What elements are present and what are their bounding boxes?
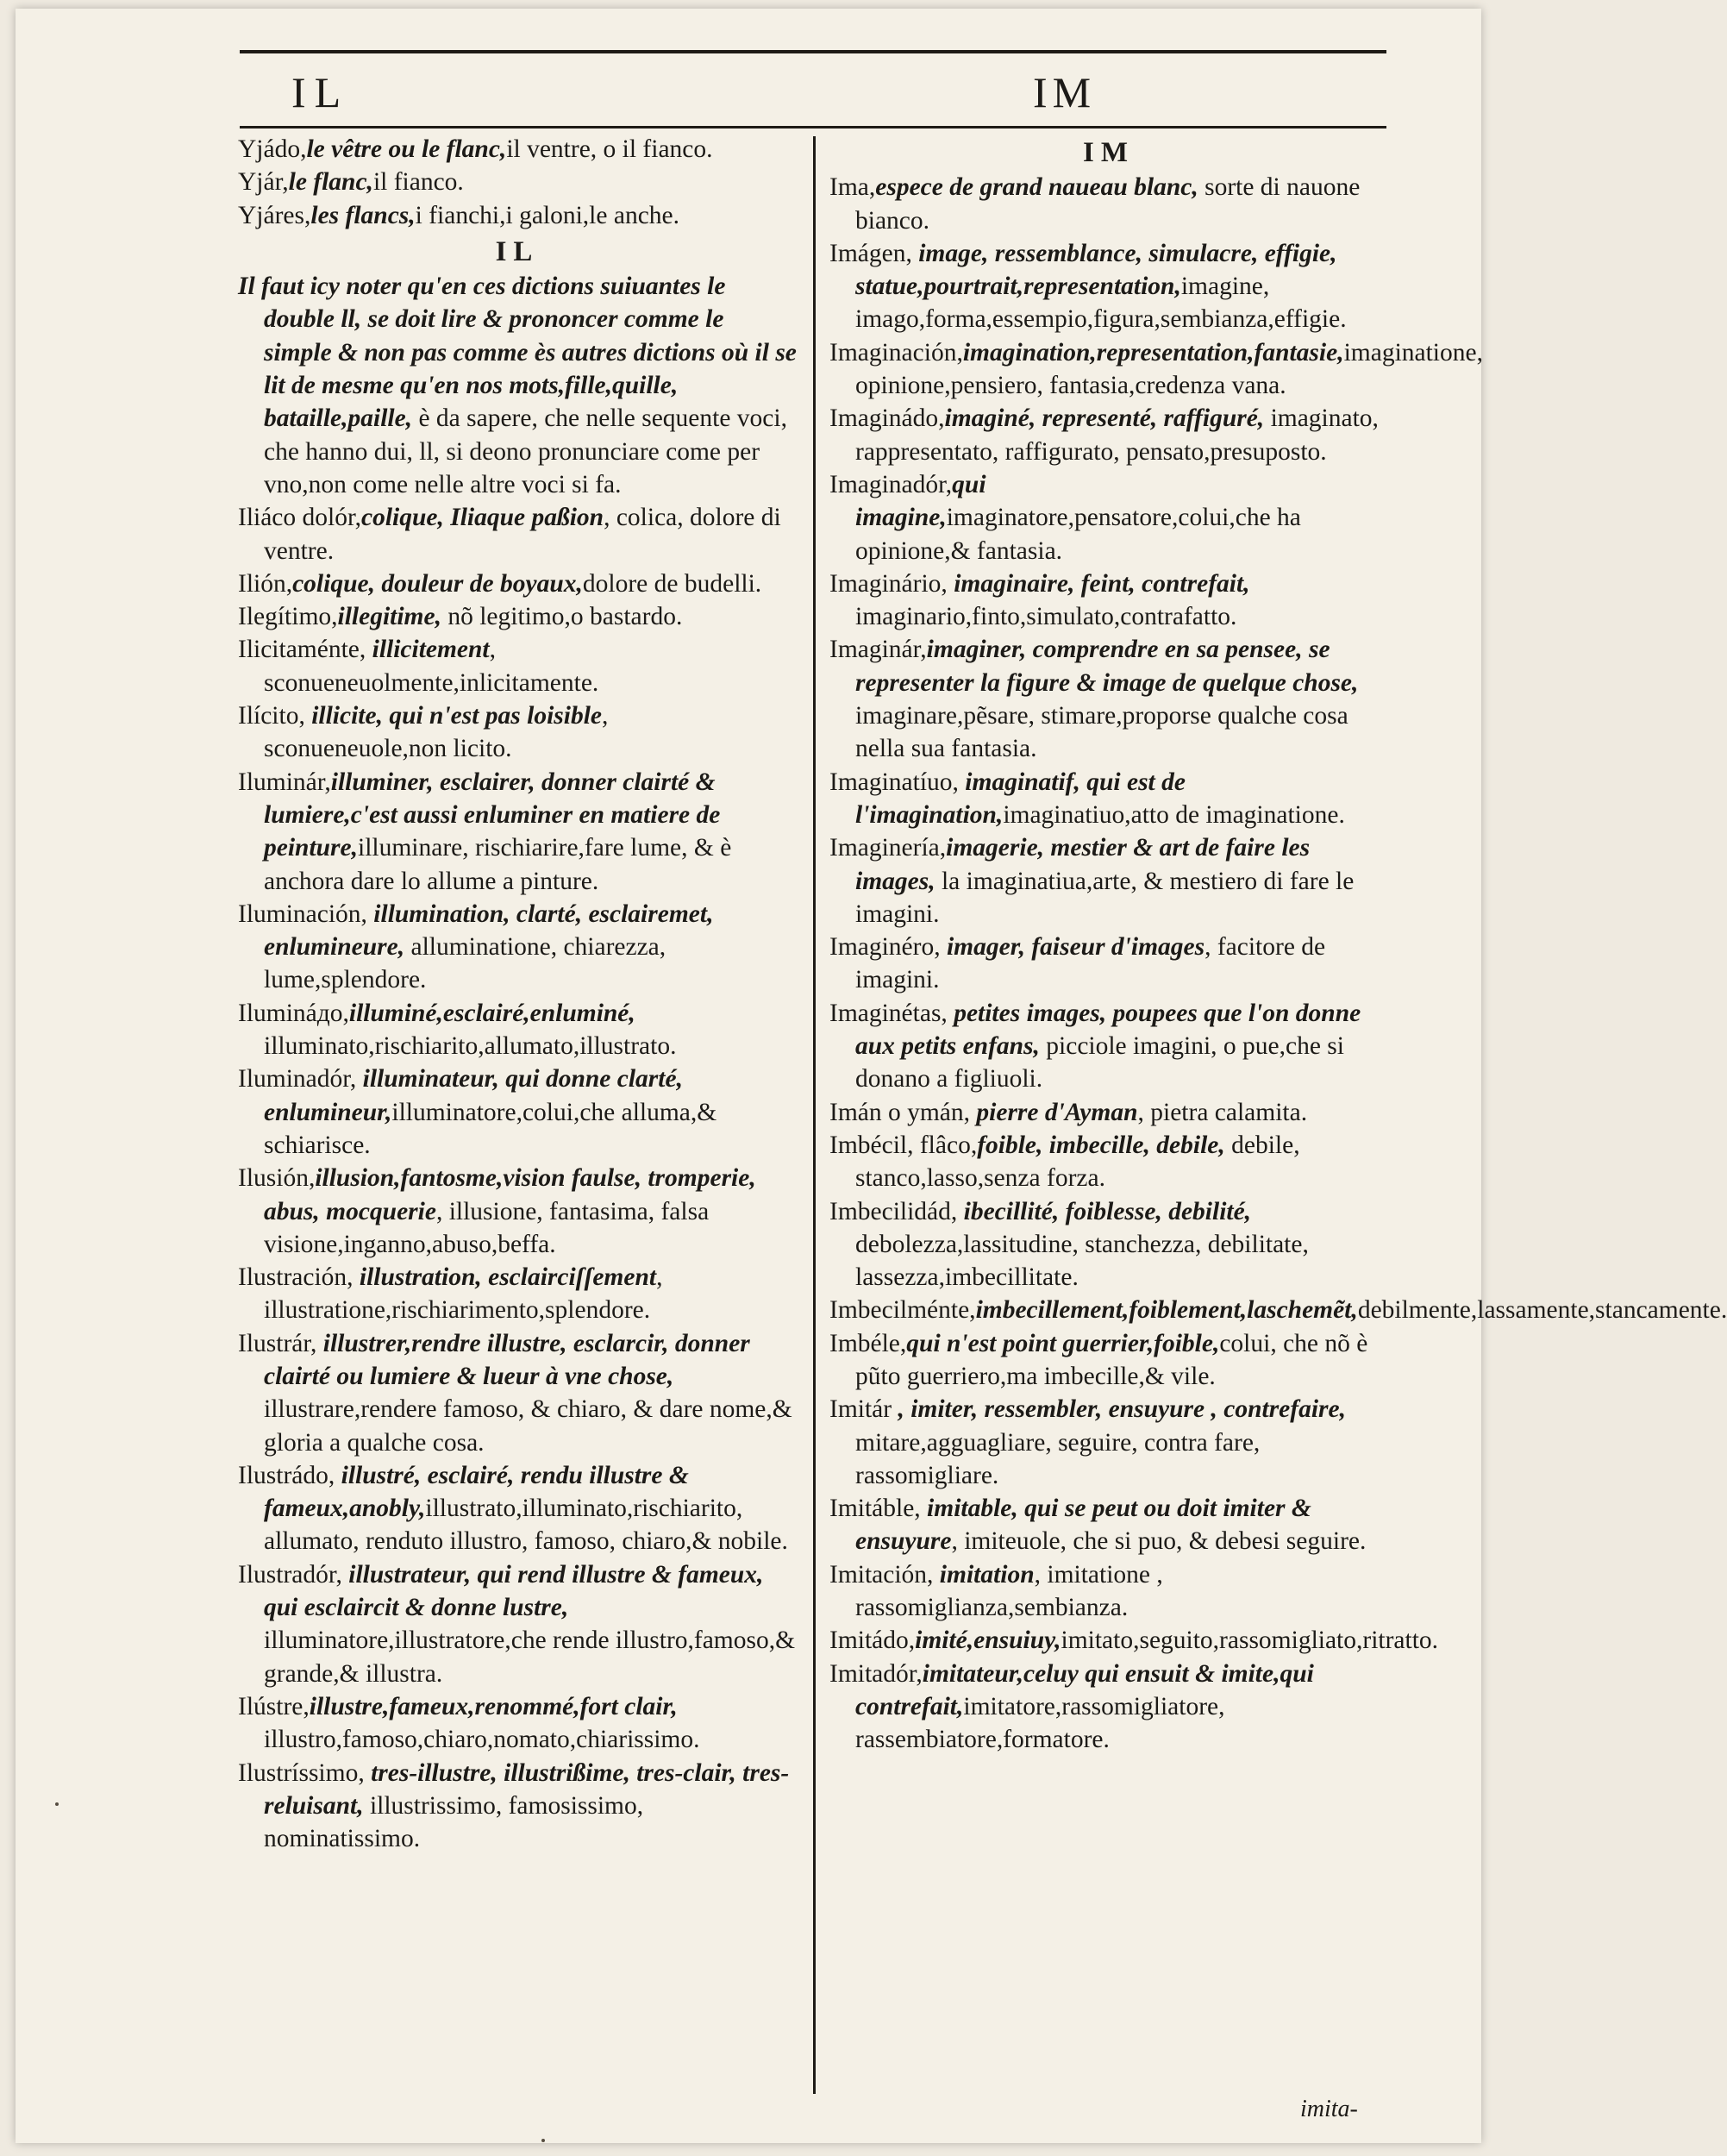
dictionary-entry: Ilícito, illicite, qui n'est pas loisible, sconueneuole,non licito. [238, 702, 609, 763]
dictionary-entry: Imbécil, flâco,foible, imbecille, debile, debile, stanco,lasso,senza forza. [829, 1131, 1300, 1193]
dictionary-entry: Ilustríssimo, tres-illustre, illustrißime, tres-clair, tres-reluisant, illustrissimo, famosissimo, nominatissimo. [238, 1758, 790, 1853]
dictionary-entry: Yjár,le flanc,il fianco. [238, 168, 464, 197]
dictionary-entry: Imán o ymán, pierre d'Ayman, pietra calamita. [829, 1098, 1308, 1126]
dictionary-entry: Imaginádo,imaginé, representé, raffiguré, imaginato, rappresentato, raffigurato, pensato,presuposto. [829, 404, 1379, 466]
column-divider [813, 136, 816, 2094]
dictionary-entry: Imaginería,imagerie, mestier & art de faire les images, la imaginatiua,arte, & mestiero di fare le imagini. [829, 834, 1355, 928]
dictionary-entry: Iluminación, illumination, clarté, esclairemet, enlumineure, alluminatione, chiarezza, lume,splendore. [238, 899, 714, 994]
dictionary-entry: Imaginár,imaginer, comprendre en sa pensee, se representer la figure & image de quelque chose, imaginare,pẽsare, stimare,proporse qualche cosa nella sua fantasia. [829, 636, 1359, 763]
header-bottom-rule [240, 126, 1386, 128]
dictionary-entry: Ilusión,illusion,fantosme,vision faulse, tromperie, abus, mocquerie, illusione, fantasima, falsa visione,inganno,abuso,beffa. [238, 1164, 756, 1258]
dictionary-entry: Ilustrár, illustrer,rendre illustre, esclarcir, donner clairté ou lumiere & lueur à vne chose, illustrare,rendere famoso, & chiaro, & dare nome,& gloria a qualche cosa. [238, 1329, 792, 1457]
dictionary-entry: Ilustrádo, illustré, esclairé, rendu illustre & fameux,anobly,illustrato,illuminato,rischiarito, allumato, renduto illustro, famoso, chiaro,& nobile. [238, 1461, 788, 1556]
dictionary-entry: Imitadór,imitateur,celuy qui ensuit & imite,qui contrefait,imitatore,rassomigliatore, rassembiatore,formatore. [829, 1659, 1314, 1754]
dictionary-entry: Ima,espece de grand naueau blanc, sorte di nauone bianco. [829, 173, 1361, 235]
dictionary-entry: Imbéle,qui n'est point guerrier,foible,colui, che nõ è pũto guerriero,ma imbecille,& vile. [829, 1329, 1368, 1390]
dictionary-entry: Yjáres,les flancs,i fianchi,i galoni,le anche. [238, 201, 680, 229]
left-column [238, 133, 797, 1855]
dictionary-entry: Ilumináдо,illuminé,esclairé,enluminé, illuminato,rischiarito,allumato,illustrato. [238, 999, 677, 1061]
dictionary-entry: Imitádo,imité,ensuiuy,imitato,seguito,rassomigliato,ritratto. [829, 1626, 1439, 1655]
book-page [16, 9, 1727, 2143]
catchword: imita- [1300, 2096, 1358, 2122]
dictionary-entry: Imaginación,imagination,representation,fantasie,imaginatione, opinione,pensiero, fantasia,credenza vana. [829, 338, 1483, 400]
dictionary-entry: Ilión,colique, douleur de boyaux,dolore de budelli. [238, 569, 762, 598]
dictionary-entry: Imitación, imitation, imitatione , rassomiglianza,sembianza. [829, 1560, 1163, 1622]
header-right-title: IM [1033, 68, 1097, 116]
pronunciation-note: Il faut icy noter qu'en ces dictions suiuantes le double ll, se doit lire & prononcer comme le simple & non pas comme ès autres dictions où il se lit de mesme qu'en nos mots,fille,quille, bataille,paille, è da sapere, che nelle sequente voci, che hanno dui, ll, si deono pronunciare come per vno,non come nelle altre voci si fa. [238, 273, 797, 498]
dictionary-entry: Ilicitaménte, illicitement, sconueneuolmente,inlicitamente. [238, 636, 599, 697]
dictionary-entry: Imbecilidád, ibecillité, foiblesse, debilité, debolezza,lassitudine, stanchezza, debilitate, lassezza,imbecillitate. [829, 1197, 1309, 1292]
dictionary-entry: Iluminadór, illuminateur, qui donne clarté, enlumineur,illuminatore,colui,che alluma,& schiarisce. [238, 1065, 717, 1159]
dictionary-entry: Yjádo,le vêtre ou le flanc,il ventre, o il fianco. [238, 135, 713, 163]
dictionary-entry: Ilústre,illustre,fameux,renommé,fort clair, illustro,famoso,chiaro,nomato,chiarissimo. [238, 1692, 700, 1754]
right-column [829, 133, 1727, 1757]
dictionary-entry: Imaginéro, imager, faiseur d'images, facitore de imagini. [829, 933, 1326, 994]
dictionary-entry: Iluminár,illuminer, esclairer, donner clairté & lumiere,c'est aussi enluminer en matiere de peinture,illuminare, rischiarire,fare lume, & è anchora dare lo allume a pinture. [238, 768, 732, 895]
dictionary-entry: Imaginétas, petites images, poupees que l'on donne aux petits enfans, picciole imagini, o pue,che si donano a figliuoli. [829, 999, 1361, 1094]
section-heading-il: IL [495, 235, 540, 267]
ink-speck [55, 1802, 59, 1806]
dictionary-entry: Ilegítimo,illegitime, nõ legitimo,o bastardo. [238, 603, 683, 631]
ink-speck [541, 2139, 545, 2142]
dictionary-entry: Imbecilménte,imbecillement,foiblement,laschemẽt,debilmente,lassamente,stancamente. [829, 1296, 1727, 1325]
dictionary-entry: Iliáco dolór,colique, Iliaque paßion, colica, dolore di ventre. [238, 504, 781, 565]
dictionary-entry: Imitár , imiter, ressembler, ensuyure , contrefaire, mitare,agguagliare, seguire, contra fare, rassomigliare. [829, 1395, 1346, 1489]
dictionary-entry: Imaginatíuo, imaginatif, qui est de l'imagination,imaginatiuo,atto de imaginatione. [829, 768, 1345, 829]
dictionary-entry: Imaginadór,qui imagine,imaginatore,pensatore,colui,che ha opinione,& fantasia. [829, 470, 1301, 565]
dictionary-entry: Imágen, image, ressemblance, simulacre, effigie, statue,pourtrait,representation,imagine, imago,forma,essempio,figura,sembianza,effigie. [829, 239, 1347, 334]
running-header [240, 43, 1386, 125]
dictionary-entry: Ilustradór, illustrateur, qui rend illustre & fameux, qui esclaircit & donne lustre, illuminatore,illustratore,che rende illustro,famoso,& grande,& illustra. [238, 1560, 796, 1688]
dictionary-entry: Imitáble, imitable, qui se peut ou doit imiter & ensuyure, imiteuole, che si puo, & debesi seguire. [829, 1495, 1367, 1556]
dictionary-entry: Imaginário, imaginaire, feint, contrefait, imaginario,finto,simulato,contrafatto. [829, 569, 1250, 631]
dictionary-entry: Ilustración, illustration, esclairciſſement, illustratione,rischiarimento,splendore. [238, 1263, 663, 1325]
header-left-title: IL [291, 68, 350, 116]
section-heading-im: IM [1083, 137, 1135, 168]
header-top-rule [240, 50, 1386, 53]
